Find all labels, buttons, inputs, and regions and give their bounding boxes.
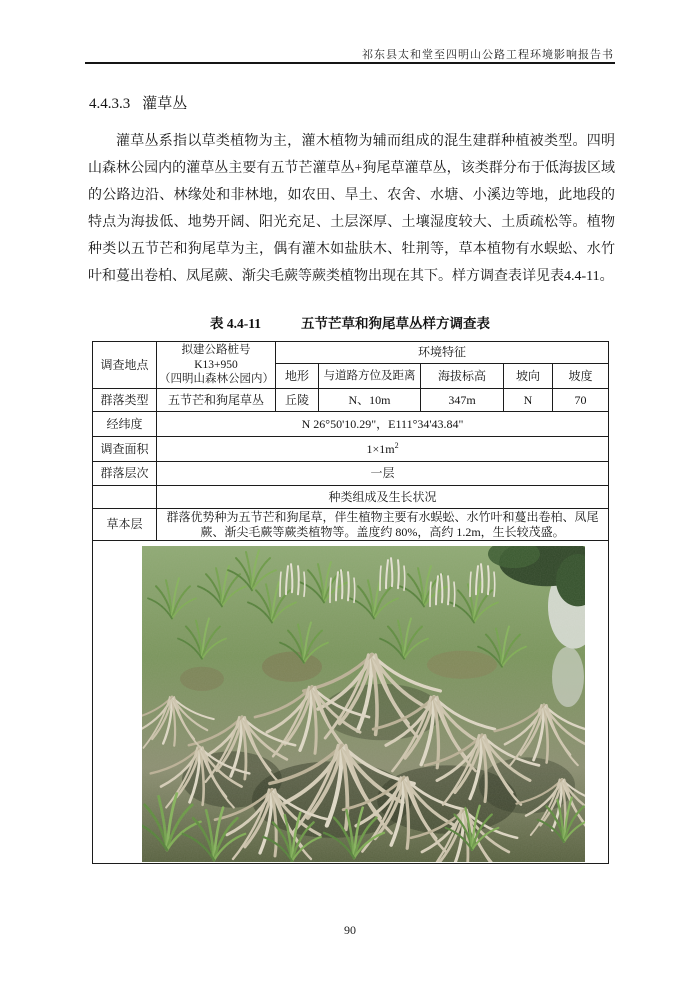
table-row-env-header — [93, 342, 609, 364]
page-number: 90 — [344, 923, 356, 937]
cell-col-altitude: 海拔标高 — [421, 364, 504, 389]
cell-community-altitude: 347m — [421, 389, 504, 412]
running-header-title: 祁东县太和堂至四明山公路工程环境影响报告书 — [362, 49, 614, 61]
cell-community-terrain: 丘陵 — [276, 389, 319, 412]
cell-col-terrain: 地形 — [276, 364, 319, 389]
section-heading — [89, 92, 187, 113]
body-paragraph: 灌草丛系指以草类植物为主，灌木植物为辅而组成的混生建群种植被类型。四明山森林公园内的灌草丛主要有五节芒灌草丛+狗尾草灌草丛，该类群分布于低海拔区域的公路边沿、林缘处和非林地，如农田、旱土、农舍、水塘、小溪边等地，此地段的特点为海拔低、地势开阔、阳光充足、土层深厚、土壤湿度较大、土质疏松等。植物种类以五节芒和狗尾草为主，偶有灌木如盐肤木、牡荆等，草本植物有水蜈蚣、水竹叶和蔓出卷柏、凤尾蕨、渐尖毛蕨等蕨类植物出现在其下。样方调查表详见表4.4-11。 — [88, 134, 615, 284]
cell-site-value — [157, 342, 276, 389]
cell-area-value — [157, 437, 609, 462]
cell-col-road: 与道路方位及距离 — [319, 364, 421, 389]
cell-area-label: 调查面积 — [93, 437, 157, 462]
cell-composition-title: 种类组成及生长状况 — [157, 486, 609, 509]
table-row-community — [93, 389, 609, 412]
cell-col-slope: 坡度 — [553, 364, 609, 389]
site-line3: （四明山森林公园内） — [159, 373, 274, 386]
table-row-photo — [93, 541, 609, 864]
cell-layers-label: 群落层次 — [93, 462, 157, 486]
cell-community-aspect: N — [504, 389, 553, 412]
table-caption-title: 五节芒草和狗尾草丛样方调查表 — [301, 316, 490, 331]
cell-community-label: 群落类型 — [93, 389, 157, 412]
site-line2: K13+950 — [194, 358, 238, 371]
site-line1: 拟建公路桩号 — [181, 344, 251, 357]
section-number: 4.4.3.3 — [89, 96, 131, 112]
survey-table — [92, 341, 609, 864]
cell-layers-value: 一层 — [157, 462, 609, 486]
cell-community-value: 五节芒和狗尾草丛 — [157, 389, 276, 412]
cell-col-aspect: 坡向 — [504, 364, 553, 389]
cell-site-label: 调查地点 — [93, 342, 157, 389]
table-row-area — [93, 437, 609, 462]
table-row-layers — [93, 462, 609, 486]
table-row-composition-header — [93, 486, 609, 509]
vegetation-photo — [142, 546, 585, 862]
section-title: 灌草丛 — [142, 96, 188, 112]
table-row-coords — [93, 412, 609, 437]
cell-community-slope: 70 — [553, 389, 609, 412]
table-row-herb-layer — [93, 509, 609, 541]
cell-coords-label: 经纬度 — [93, 412, 157, 437]
table-caption — [92, 312, 608, 332]
cell-community-road: N、10m — [319, 389, 421, 412]
header-rule — [85, 62, 615, 64]
area-value-superscript: 2 — [394, 440, 399, 450]
cell-env-title: 环境特征 — [276, 342, 609, 364]
area-value-base: 1×1m — [366, 441, 395, 456]
cell-photo — [93, 541, 609, 864]
cell-herb-value: 群落优势种为五节芒和狗尾草，伴生植物主要有水蜈蚣、水竹叶和蔓出卷柏、凤尾蕨、渐尖毛蕨等蕨类植物等。盖度约 80%，高约 1.2m，生长较茂盛。 — [157, 509, 609, 541]
cell-herb-label: 草本层 — [93, 509, 157, 541]
cell-composition-empty — [93, 486, 157, 509]
table-caption-label: 表 4.4-11 — [209, 316, 261, 331]
cell-coords-value: N 26°50'10.29"，E111°34'43.84" — [157, 412, 609, 437]
